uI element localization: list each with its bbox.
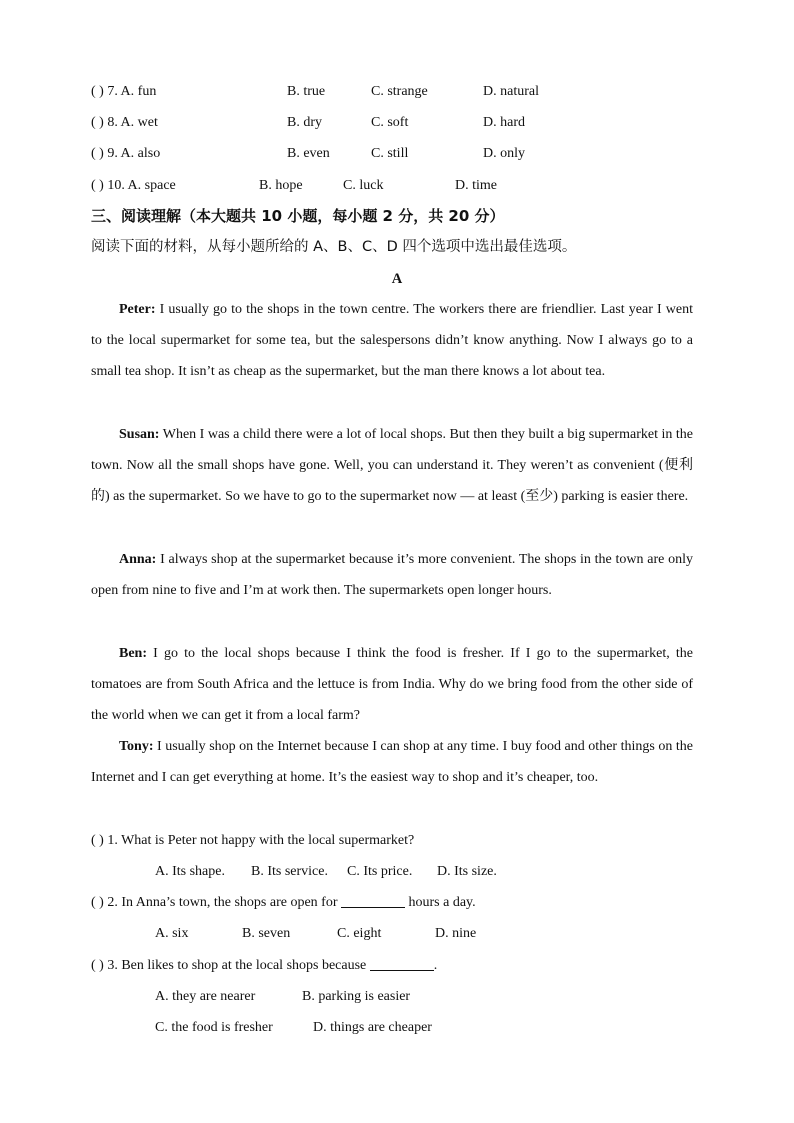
mc-option-c: C. luck bbox=[343, 178, 384, 193]
option-d: D. Its size. bbox=[437, 864, 497, 879]
mc-option-c: C. soft bbox=[371, 115, 409, 130]
option-c: C. the food is fresher bbox=[155, 1020, 273, 1035]
mc-option-b: B. true bbox=[287, 84, 326, 99]
paragraph-peter bbox=[91, 294, 693, 388]
paragraph-text: I go to the local shops because I think the food is fresher. If I go to the supermarket, the tomatoes are from South Africa and the lettuce is from India. Why do we bring food from the other side of the world when we can get it from a local farm? bbox=[91, 646, 693, 724]
stem-after: . bbox=[433, 958, 438, 973]
passage-label: A bbox=[391, 271, 403, 287]
paragraph-susan bbox=[91, 419, 693, 513]
stem-before: ( ) 3. Ben likes to shop at the local shops because bbox=[91, 958, 367, 973]
option-a: A. Its shape. bbox=[155, 864, 225, 879]
answer-blank bbox=[370, 956, 434, 971]
stem-after: hours a day. bbox=[408, 895, 476, 910]
paragraph-text: I always shop at the supermarket because it’s more convenient. The shops in the town are only open from nine to five and I’m at work then. The supermarkets open longer hours. bbox=[91, 552, 693, 599]
answer-blank bbox=[341, 893, 405, 908]
stem-before: ( ) 2. In Anna’s town, the shops are open for bbox=[91, 895, 338, 910]
mc-stem: ( ) 8. A. wet bbox=[91, 115, 158, 130]
mc-option-d: D. natural bbox=[483, 84, 539, 99]
mc-option-b: B. dry bbox=[287, 115, 322, 130]
mc-option-c: C. strange bbox=[371, 84, 428, 99]
mc-option-b: B. hope bbox=[259, 178, 303, 193]
speaker-name: Peter: bbox=[119, 302, 156, 317]
mc-option-c: C. still bbox=[371, 146, 409, 161]
paragraph-anna bbox=[91, 544, 693, 606]
speaker-name: Anna: bbox=[119, 552, 157, 567]
mc-option-b: B. even bbox=[287, 146, 330, 161]
option-d: D. nine bbox=[435, 926, 477, 941]
mc-option-d: D. only bbox=[483, 146, 525, 161]
mc-option-d: D. time bbox=[455, 178, 497, 193]
option-d: D. things are cheaper bbox=[313, 1020, 432, 1035]
question-3-stem bbox=[91, 956, 437, 976]
option-c: C. Its price. bbox=[347, 864, 413, 879]
section-title: 三、阅读理解（本大题共 10 小题，每小题 2 分，共 20 分） bbox=[91, 207, 505, 225]
option-b: B. parking is easier bbox=[302, 989, 411, 1004]
option-c: C. eight bbox=[337, 926, 382, 941]
speaker-name: Susan: bbox=[119, 427, 160, 442]
mc-stem: ( ) 7. A. fun bbox=[91, 84, 157, 99]
option-a: A. they are nearer bbox=[155, 989, 256, 1004]
speaker-name: Tony: bbox=[119, 739, 154, 754]
paragraph-text: I usually go to the shops in the town centre. The workers there are friendlier. Last year I went to the local supermarket for some tea, but the salespersons didn’t know anything. Now I always go to a small tea shop. It isn’t as cheap as the supermarket, but the man there knows a lot about tea. bbox=[91, 302, 693, 380]
mc-stem: ( ) 9. A. also bbox=[91, 146, 161, 161]
paragraph-tony bbox=[91, 731, 693, 793]
option-a: A. six bbox=[155, 926, 189, 941]
mc-option-d: D. hard bbox=[483, 115, 525, 130]
option-b: B. Its service. bbox=[251, 864, 328, 879]
paragraph-text: I usually shop on the Internet because I can shop at any time. I buy food and other things on the Internet and I can get everything at home. It’s the easiest way to shop and it’s cheaper, too. bbox=[91, 739, 693, 786]
paragraph-ben bbox=[91, 638, 693, 732]
section-instruction: 阅读下面的材料，从每小题所给的 A、B、C、D 四个选项中选出最佳选项。 bbox=[91, 239, 577, 255]
speaker-name: Ben: bbox=[119, 646, 147, 661]
question-1-stem: ( ) 1. What is Peter not happy with the local supermarket? bbox=[91, 833, 415, 848]
mc-stem: ( ) 10. A. space bbox=[91, 178, 176, 193]
paragraph-text: When I was a child there were a lot of local shops. But then they built a big supermarket in the town. Now all the small shops have gone. Well, you can understand it. They weren’t as convenient (便利的) as the supermarket. So we have to go to the supermarket now — at least (至少) parking is easier there. bbox=[91, 427, 693, 505]
question-2-stem bbox=[91, 893, 476, 913]
option-b: B. seven bbox=[242, 926, 291, 941]
